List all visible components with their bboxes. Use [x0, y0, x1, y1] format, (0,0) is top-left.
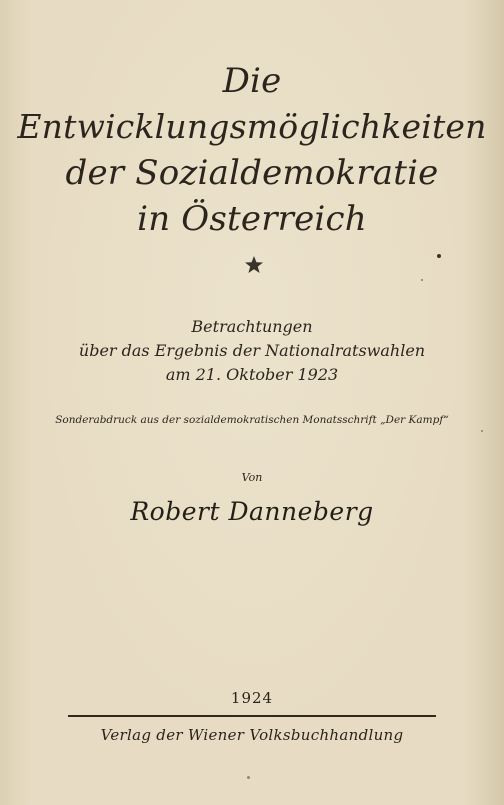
subtitle-line-2: über das Ergebnis der Nationalratswahlen [78, 341, 426, 360]
publisher-name: Verlag der Wiener Volksbuchhandlung [100, 726, 404, 744]
by-label: Von [241, 471, 263, 484]
publication-year: 1924 [230, 689, 274, 707]
title-line-3: der Sozialdemokratie [65, 153, 439, 193]
title-line-2: Entwicklungsmöglichkeiten [17, 107, 487, 146]
divider-rule [68, 715, 436, 717]
paper-speck [247, 776, 250, 779]
reprint-note: Sonderabdruck aus der sozialdemokratischen Monatsschrift „Der Kampf“ [55, 414, 449, 426]
subtitle-line-1: Betrachtungen [191, 317, 313, 336]
paper-speck [481, 430, 483, 432]
subtitle-line-3: am 21. Oktober 1923 [165, 365, 339, 384]
title-line-1: Die [222, 61, 282, 101]
author-name: Robert Danneberg [130, 497, 374, 526]
star-icon [244, 255, 264, 275]
title-line-4: in Österreich [137, 199, 367, 239]
paper-speck [437, 254, 441, 258]
paper-speck [421, 279, 423, 281]
